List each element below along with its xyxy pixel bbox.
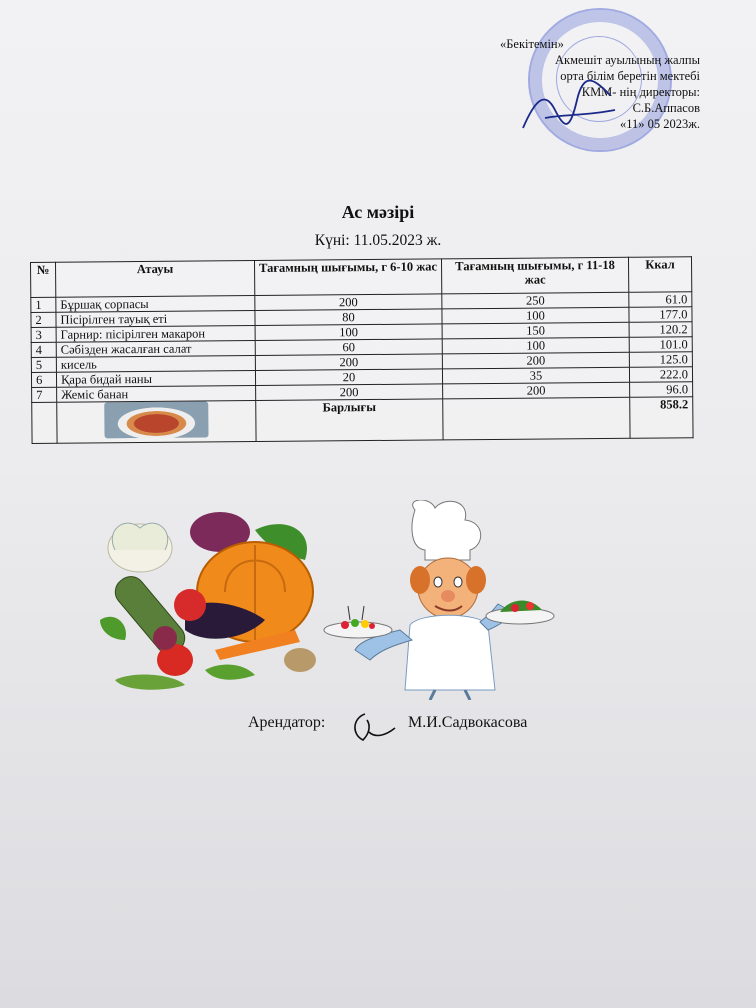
total-kcal: 858.2 [630, 397, 693, 439]
yield-6-10: 80 [255, 309, 442, 326]
approval-line-2: Акмешіт ауылының жалпы [555, 53, 700, 67]
approval-line-3: орта білім беретін мектебі [560, 69, 700, 83]
dish-name: Қара бидай наны [56, 371, 255, 388]
dish-name: Гарнир: пісірілген макарон [56, 326, 255, 343]
row-number: 5 [31, 357, 56, 372]
col-number: № [31, 262, 56, 297]
yield-11-18: 150 [442, 322, 629, 339]
row-number: 7 [32, 387, 57, 402]
col-kcal: Ккал [628, 257, 691, 293]
approval-line-5: С.Б.Аппасов [632, 101, 700, 115]
dish-name: Пісірілген тауық еті [56, 311, 255, 328]
director-signature [515, 70, 625, 140]
approval-line-4: КММ- нің директоры: [581, 85, 700, 99]
yield-6-10: 20 [255, 369, 442, 386]
yield-11-18: 200 [442, 352, 629, 369]
lessee-label: Арендатор: [248, 714, 326, 731]
vegetables-illustration [95, 510, 325, 695]
yield-6-10: 200 [255, 354, 442, 371]
yield-6-10: 200 [255, 294, 442, 311]
total-label: Барлығы [256, 399, 443, 442]
dish-name: Сәбізден жасалған салат [56, 341, 255, 358]
dish-photo-cell [57, 401, 256, 444]
dish-name: кисель [56, 356, 255, 373]
kcal-value: 222.0 [629, 367, 692, 383]
lessee-block [248, 714, 528, 732]
total-row [32, 397, 693, 444]
kcal-value: 177.0 [629, 307, 692, 323]
total-empty-cell [32, 402, 57, 443]
row-number: 3 [31, 327, 56, 342]
kcal-value: 120.2 [629, 322, 692, 338]
menu-table [30, 256, 694, 444]
yield-11-18: 200 [443, 382, 630, 399]
dish-name: Бұршақ сорпасы [56, 296, 255, 313]
dish-name: Жеміс банан [57, 386, 256, 403]
row-number: 6 [31, 372, 56, 387]
menu-date: Күні: 11.05.2023 ж. [314, 232, 442, 249]
col-yield-6-10: Тағамның шығымы, г 6-10 жас [254, 259, 441, 296]
dish-photo [104, 401, 208, 438]
approval-line-1: «Бекітемін» [500, 37, 564, 51]
table-header-row [31, 257, 692, 298]
kcal-value: 125.0 [629, 352, 692, 368]
col-name: Атауы [56, 261, 255, 298]
yield-11-18: 100 [442, 337, 629, 354]
yield-11-18: 100 [442, 307, 629, 324]
row-number: 2 [31, 312, 56, 327]
yield-11-18: 35 [442, 367, 629, 384]
approval-line-6: «11» 05 2023ж. [619, 117, 700, 131]
yield-6-10: 200 [256, 384, 443, 401]
total-empty-cell-2 [443, 397, 630, 440]
yield-11-18: 250 [442, 292, 629, 309]
lessee-signature [345, 708, 405, 748]
yield-6-10: 100 [255, 324, 442, 341]
yield-6-10: 60 [255, 339, 442, 356]
row-number: 1 [31, 297, 56, 312]
kcal-value: 101.0 [629, 337, 692, 353]
lessee-name: М.И.Садвокасова [408, 714, 528, 731]
kcal-value: 61.0 [629, 292, 692, 308]
page-title: Ас мәзірі [341, 202, 415, 222]
kcal-value: 96.0 [630, 382, 693, 398]
col-yield-11-18: Тағамның шығымы, г 11-18 жас [441, 257, 628, 294]
chef-illustration [320, 500, 560, 700]
row-number: 4 [31, 342, 56, 357]
